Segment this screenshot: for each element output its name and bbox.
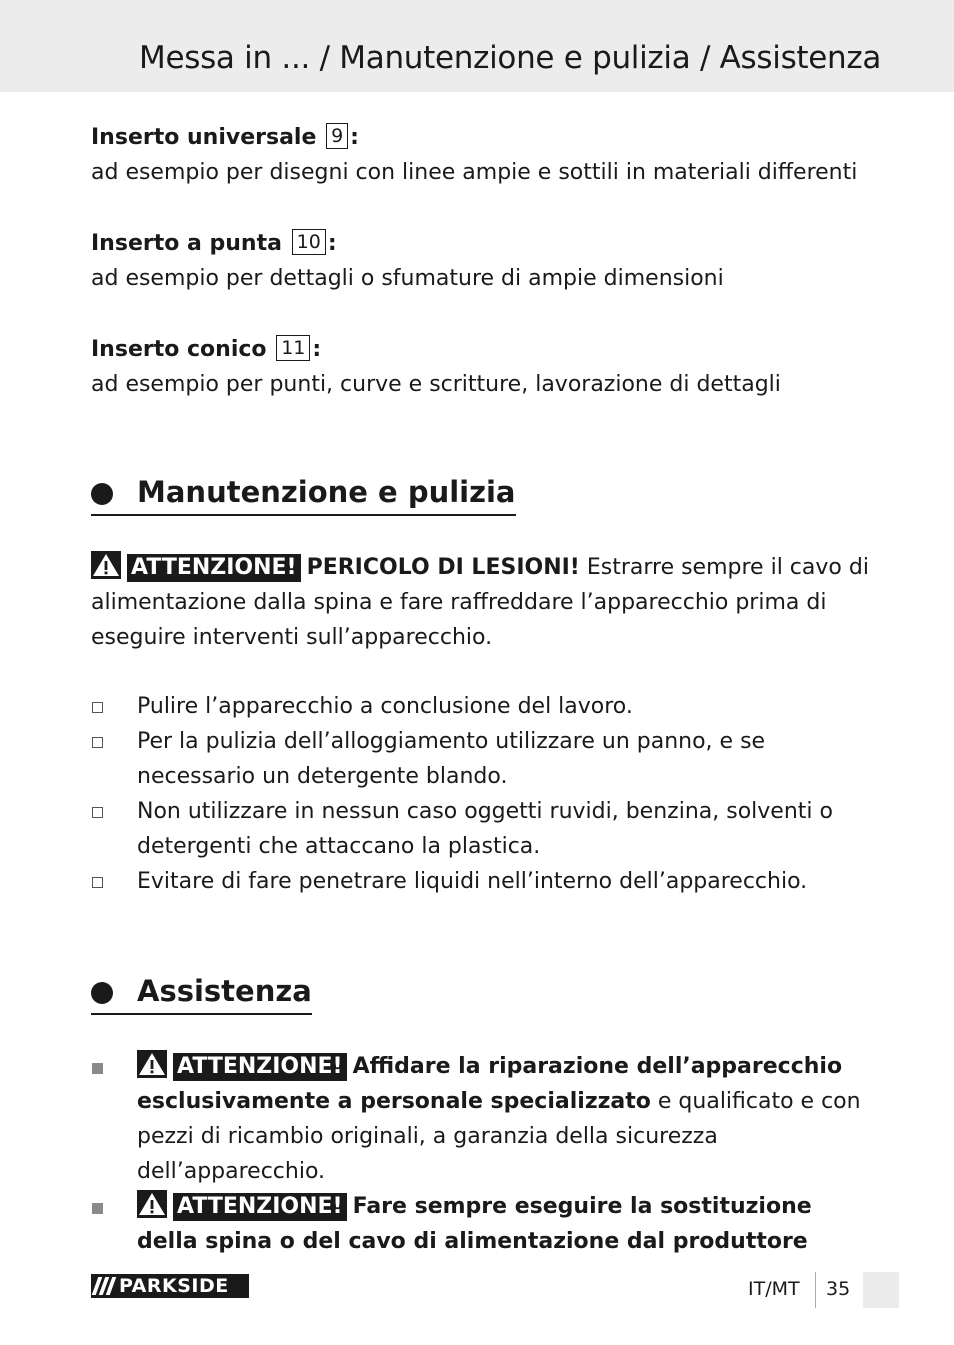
language-code: IT/MT [748, 1278, 800, 1300]
insert-label: Inserto universale [91, 125, 317, 150]
reference-number: 10 [292, 229, 326, 255]
section-heading-maintenance: Manutenzione e pulizia [91, 472, 516, 516]
reference-number: 11 [276, 335, 310, 361]
attention-badge: ATTENZIONE! [173, 1193, 347, 1221]
list-item: Non utilizzare in nessun caso oggetti ruvidi, benzina, solventi o detergenti che attaccano la plastica. [91, 794, 871, 864]
section-heading-service: Assistenza [91, 971, 312, 1015]
checkbox-bullet-icon [92, 737, 103, 748]
bullet-dot-icon [91, 483, 113, 505]
reference-number: 9 [326, 123, 348, 149]
warning-bold: PERICOLO DI LESIONI! [306, 555, 580, 580]
insert-tip: Inserto a punta 10 : ad esempio per dettagli o sfumature di ampie dimensioni [91, 226, 871, 296]
page-title: Messa in ... / Manutenzione e pulizia / Assistenza [139, 40, 882, 76]
page-content [91, 120, 871, 1259]
list-item: ATTENZIONE! Affidare la riparazione dell’apparecchio esclusivamente a personale specializzato e qualificato e con pezzi di ricambio originali, a garanzia della sicurezza dell’apparecchio. [91, 1049, 871, 1189]
insert-universal: Inserto universale 9 : ad esempio per disegni con linee ampie e sottili in materiali differenti [91, 120, 871, 190]
brand-name: PARKSIDE [119, 1275, 229, 1297]
checkbox-bullet-icon [92, 702, 103, 713]
warning-paragraph [91, 550, 871, 655]
service-list [91, 1049, 871, 1259]
list-item: Evitare di fare penetrare liquidi nell’interno dell’apparecchio. [91, 864, 871, 899]
parkside-logo [91, 1274, 249, 1298]
maintenance-list [91, 689, 871, 899]
logo-stripes-icon [91, 1277, 113, 1295]
square-bullet-icon [92, 1203, 103, 1214]
warning-triangle-icon [91, 551, 121, 579]
insert-description: ad esempio per disegni con linee ampie e sottili in materiali differenti [91, 160, 858, 185]
square-bullet-icon [92, 1063, 103, 1074]
bullet-dot-icon [91, 982, 113, 1004]
insert-conical: Inserto conico 11 : ad esempio per punti, curve e scritture, lavorazione di dettagli [91, 332, 871, 402]
insert-description: ad esempio per dettagli o sfumature di ampie dimensioni [91, 266, 724, 291]
footer-tab-marker [863, 1272, 899, 1308]
attention-badge: ATTENZIONE! [127, 554, 301, 582]
checkbox-bullet-icon [92, 807, 103, 818]
list-item: ATTENZIONE! Fare sempre eseguire la sostituzione della spina o del cavo di alimentazione dal produttore [91, 1189, 871, 1259]
insert-label: Inserto conico [91, 337, 267, 362]
warning-triangle-icon [137, 1190, 167, 1218]
list-item: Per la pulizia dell’alloggiamento utilizzare un panno, e se necessario un detergente blando. [91, 724, 871, 794]
checkbox-bullet-icon [92, 877, 103, 888]
insert-label: Inserto a punta [91, 231, 282, 256]
warning-triangle-icon [137, 1050, 167, 1078]
list-item: Pulire l’apparecchio a conclusione del lavoro. [91, 689, 871, 724]
page-number: 35 [826, 1278, 851, 1300]
footer-divider [815, 1272, 816, 1308]
warning-text: Estrarre sempre il cavo di alimentazione dalla spina e fare raffreddare l’apparecchio prima di eseguire interventi sull’apparecchio. [91, 555, 869, 650]
insert-description: ad esempio per punti, curve e scritture, lavorazione di dettagli [91, 372, 781, 397]
attention-badge: ATTENZIONE! [173, 1053, 347, 1081]
